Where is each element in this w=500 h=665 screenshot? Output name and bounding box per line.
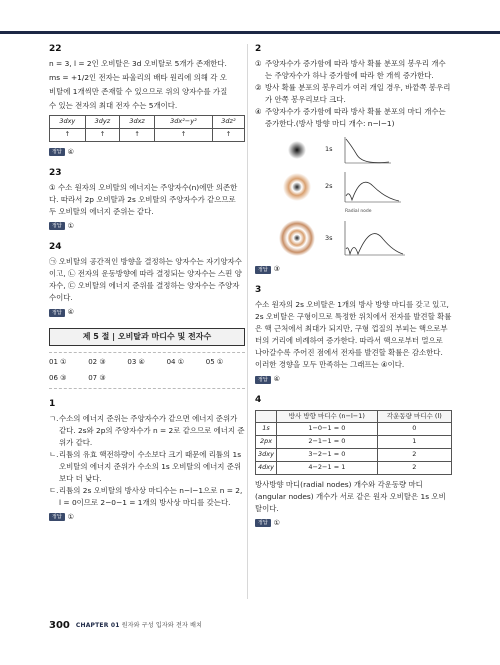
table-cell: 4−2−1 = 1: [277, 461, 378, 474]
item-marker: ㄴ.: [49, 449, 59, 459]
answer-row: [49, 512, 245, 523]
question-number: 1: [49, 398, 56, 409]
item-text: 리튬의 유효 핵전하량이 수소보다 크기 때문에 리튬의 1s 오비탈의 에너지 준위가 수소의 1s 오비탈의 에너지 준위보다 더 낮다.: [59, 449, 242, 483]
answer-key-item: 01 ①: [49, 358, 67, 367]
table-cell: 1: [377, 435, 451, 448]
header-rule: [0, 31, 500, 34]
list-item: [255, 58, 452, 82]
question-number: 23: [49, 168, 62, 179]
chapter-info: [76, 621, 202, 631]
question-2: [255, 44, 452, 275]
table-cell: 1s: [256, 422, 277, 435]
question-number: 3: [255, 285, 262, 296]
answer-key-item: 06 ③: [49, 373, 67, 382]
figure-row-2s: [275, 169, 452, 205]
answer-badge: 정답: [255, 376, 271, 384]
question-number: 2: [255, 44, 262, 54]
answer-key-item: 04 ①: [166, 358, 185, 367]
spin-arrow-icon: ↑: [50, 128, 86, 141]
table-cell: 2px: [256, 435, 277, 448]
table-cell: 2−1−1 = 0: [277, 435, 378, 448]
answer-key-item: 05 ①: [205, 358, 224, 367]
table-row: [256, 448, 452, 461]
question-24: [49, 242, 245, 318]
answer-badge: 정답: [49, 309, 65, 317]
item-marker: ②: [255, 82, 262, 92]
answer-value: ④: [273, 375, 280, 384]
item-marker: ㄱ.: [49, 413, 59, 423]
chapter-title: 원자와 구성 입자와 전자 배치: [121, 622, 203, 630]
orbital-label: 3dz²: [212, 115, 244, 128]
list-item: [255, 82, 452, 106]
column-divider: [247, 44, 248, 599]
answer-row: [49, 147, 245, 158]
item-marker: ④: [255, 106, 262, 116]
question-4: [255, 395, 452, 529]
spin-arrow-icon: ↑: [120, 128, 155, 141]
orbital-3s-icon: [275, 218, 319, 258]
list-item: [49, 449, 245, 485]
table-cell: 3−2−1 = 0: [277, 448, 378, 461]
figure-label: 3s: [325, 233, 333, 242]
radial-plot-2s-icon: [343, 170, 403, 204]
table-cell: 0: [377, 422, 451, 435]
answer-key: [49, 352, 245, 389]
answer-badge: 정답: [49, 222, 65, 230]
table-cell: 2: [377, 448, 451, 461]
answer-badge: 정답: [255, 519, 271, 527]
explanation-text: 수소 원자의 2s 오비탈은 1개의 방사 방향 마디를 갖고 있고, 2s 오비탈은 구형이므로 특정한 위치에서 전자를 발견할 확률은 핵 근처에서 최대가 되지만, 구형 껍질의 부피는 핵으로부터의 거리에 비례하여 증가한다. 따라서 핵으로부터 멀으로 나아갈수록 주어진 점에서 전자를 발견할 확률은 감소한다. 이러한 경향을 모두 만족하는 그래프는 ④이다.: [255, 300, 452, 370]
answer-badge: 정답: [49, 148, 65, 156]
answer-row: [255, 374, 452, 385]
item-text: 수소의 에너지 준위는 주양자수가 같으면 에너지 준위가 같다. 2s와 2p의 주양자수가 n = 2로 같으므로 에너지 준위가 같다.: [59, 413, 245, 447]
right-column: [255, 44, 452, 539]
node-count-table: [255, 410, 452, 474]
table-cell: 4dxy: [256, 461, 277, 474]
question-number: 24: [49, 242, 62, 253]
figure-row-3s: [275, 218, 452, 258]
figure-row-1s: [275, 134, 452, 166]
question-23: [49, 168, 245, 232]
question-3: [255, 285, 452, 385]
item-text: 주양자수가 증가함에 따라 방사 확률 분포의 마디 개수는 증가한다.(방사 방향 마디 개수: n−l−1): [265, 106, 446, 128]
answer-row: [49, 307, 245, 318]
answer-value: ①: [273, 518, 280, 527]
chapter-label: CHAPTER 01: [75, 622, 120, 630]
orbital-label: 3dxz: [120, 115, 155, 128]
table-cell: 1−0−1 = 0: [277, 422, 378, 435]
table-cell: 3dxy: [256, 448, 277, 461]
answer-badge: 정답: [49, 513, 65, 521]
left-column: [49, 44, 245, 533]
figure-label: 2s: [325, 182, 333, 191]
spin-arrow-icon: ↑: [212, 128, 244, 141]
orbital-label: 3dxy: [50, 115, 86, 128]
table-cell: 2: [377, 461, 451, 474]
spin-arrow-icon: ↑: [154, 128, 212, 141]
figure-label: 1s: [325, 145, 333, 154]
page-footer: [49, 618, 202, 634]
explanation-text: ㉠ 오비탈의 공간적인 방향을 결정하는 양자수는 자기양자수이고, ㉡ 전자의 운동방향에 따라 결정되는 양자수는 스핀 양자수, ㉢ 오비탈의 에너지 준위를 결정하는 양자수는 주양자수이다.: [49, 256, 242, 302]
answer-key-item: 07 ③: [88, 373, 106, 382]
answer-value: ③: [273, 264, 280, 273]
question-1: [49, 399, 245, 523]
explanation-line: ms = +1/2인 전자는 파울리의 배타 원리에 의해 각 오: [49, 72, 227, 82]
explanation-line: n = 3, l = 2인 오비탈은 3d 오비탈로 5개가 존재한다.: [49, 58, 227, 68]
table-row: [256, 461, 452, 474]
orbital-1s-icon: [275, 134, 319, 166]
item-marker: ㄷ.: [49, 485, 59, 495]
table-header: 각운동량 마디수 (l): [377, 411, 451, 422]
orbital-diagram: [49, 115, 245, 142]
list-item: [49, 485, 245, 509]
answer-value: ④: [67, 147, 74, 156]
orbital-2s-icon: [275, 169, 319, 205]
table-row: [256, 435, 452, 448]
answer-value: ①: [67, 512, 74, 521]
item-text: 주양자수가 증가함에 따라 방사 확률 분포의 봉우리 개수는 주양자수가 하나 증가함에 따라 한 개씩 증가한다.: [265, 58, 446, 80]
question-number: 22: [49, 44, 62, 54]
answer-value: ①: [67, 221, 74, 230]
list-item: [255, 106, 452, 130]
item-text: 방사 확률 분포의 봉우리가 여러 개일 경우, 바깥쪽 봉우리가 안쪽 봉우리보다 크다.: [265, 82, 451, 104]
figure-annotation: Radial node: [345, 208, 372, 214]
answer-badge: 정답: [255, 266, 271, 274]
item-text: 리튬의 2s 오비탈의 방사상 마디수는 n−l−1으로 n = 2, l = 0이므로 2−0−1 = 1개의 방사상 마디를 갖는다.: [59, 485, 243, 507]
list-item: [49, 413, 245, 449]
answer-row: [49, 221, 245, 232]
explanation-line: 비탈에 1개씩만 존재할 수 있으므로 위의 양자수를 가질: [49, 86, 228, 96]
item-marker: ①: [255, 58, 262, 68]
spin-arrow-icon: ↑: [85, 128, 120, 141]
table-header: [256, 411, 277, 422]
page-number: 300: [49, 620, 70, 631]
orbital-figure: [275, 134, 452, 258]
question-number: 4: [255, 395, 262, 406]
radial-plot-1s-icon: [343, 135, 393, 165]
orbital-label: 3dyz: [85, 115, 120, 128]
answer-key-item: 03 ④: [127, 358, 145, 367]
explanation-text: ① 수소 원자의 오비탈의 에너지는 주양자수(n)에만 의존한다. 따라서 2p 오비탈과 2s 오비탈의 주양자수가 같으므로 두 오비탈의 에너지 준위는 같다.: [49, 182, 238, 216]
answer-key-item: 02 ③: [88, 358, 106, 367]
radial-plot-3s-icon: [343, 219, 407, 257]
table-row: [256, 422, 452, 435]
question-22: [49, 44, 245, 158]
explanation-line: 수 있는 전자의 최대 전자 수는 5개이다.: [49, 100, 178, 110]
answer-value: ④: [67, 307, 74, 316]
table-header: 방사 방향 마디수 (n−l−1): [277, 411, 378, 422]
answer-row: [255, 518, 452, 529]
orbital-label: 3dx²−y²: [154, 115, 212, 128]
explanation-text: 방사방향 마디(radial nodes) 개수와 각운동량 마디(angular nodes) 개수가 서로 같은 원자 오비탈은 1s 오비탈이다.: [255, 479, 446, 513]
answer-row: [255, 264, 452, 275]
section-title: 제 5 절 | 오비탈과 마디수 및 전자수: [49, 328, 245, 346]
